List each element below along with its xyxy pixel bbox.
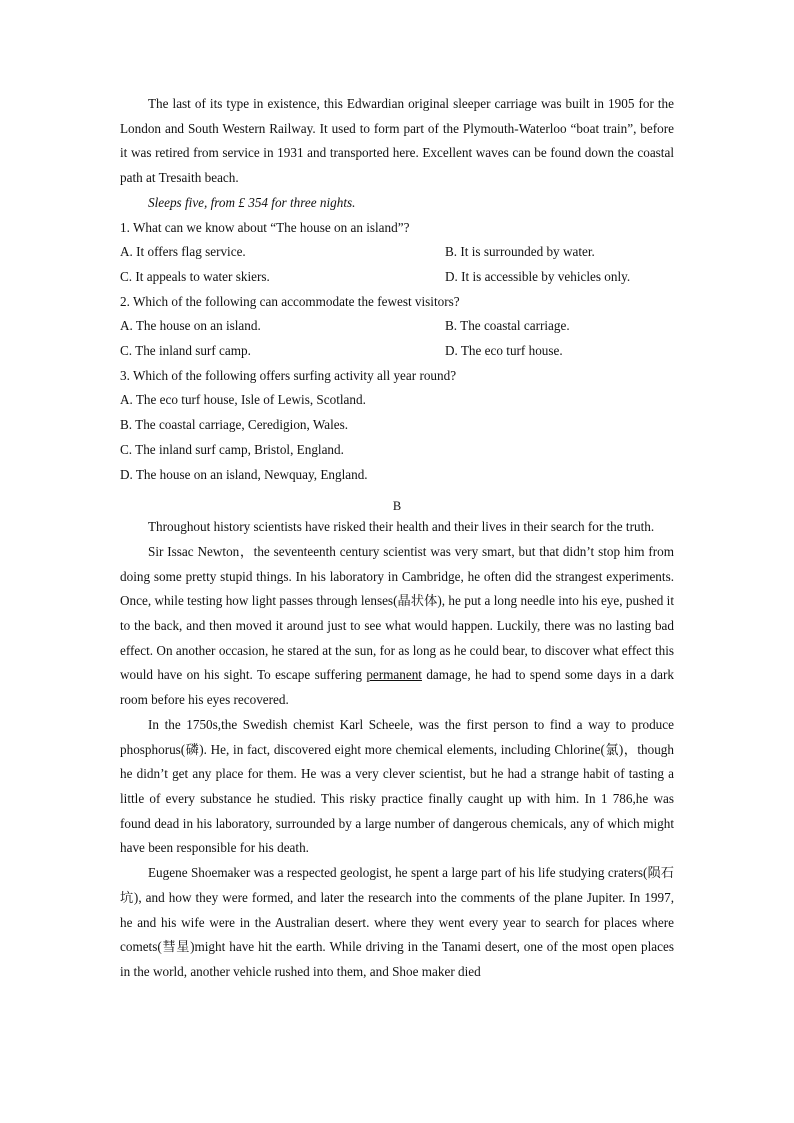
question-2-option-d: D. The eco turf house.: [445, 343, 563, 359]
question-3-option-a: A. The eco turf house, Isle of Lewis, Scotland.: [120, 392, 366, 408]
question-3-option-b: B. The coastal carriage, Ceredigion, Wales.: [120, 417, 349, 433]
question-2-options-row-2: [120, 339, 674, 364]
question-1-options-row-2: [120, 265, 674, 290]
question-1-options-row-1: [120, 240, 674, 265]
question-2-stem: 2. Which of the following can accommodate the fewest visitors?: [120, 293, 460, 309]
passage-b-paragraph-4: Eugene Shoemaker was a respected geologist, he spent a large part of his life studying craters(陨石坑), and how they were formed, and later the research into the comments of the plane Jupiter. In 1997, he and his wife were in the Australian desert. where they went every year to search for places where comets(彗星)might have hit the earth. While driving in the Tanami desert, one of the most open places in the world, another vehicle rushed into them, and Shoe maker died: [120, 865, 674, 979]
question-1-option-c: C. It appeals to water skiers.: [120, 268, 270, 284]
passage-b-paragraph-2-text-end: damage, he had to spend some days in a dark room before his eyes recovered.: [120, 667, 674, 708]
question-2-options-row-1: [120, 314, 674, 339]
question-2-option-a: A. The house on an island.: [120, 318, 261, 334]
question-3-option-c: C. The inland surf camp, Bristol, England.: [120, 441, 344, 457]
question-3-stem: 3. Which of the following offers surfing activity all year round?: [120, 367, 457, 383]
question-2-option-b: B. The coastal carriage.: [445, 318, 570, 334]
passage-a-paragraph: The last of its type in existence, this Edwardian original sleeper carriage was built in 1905 for the London and South Western Railway. It used to form part of the Plymouth-Waterloo “boat train”, before it was retired from service in 1931 and transported here. Excellent waves can be found down the coastal path at Tresaith beach.: [120, 96, 674, 186]
passage-a-note: Sleeps five, from £ 354 for three nights.: [148, 194, 356, 210]
question-1-option-d: D. It is accessible by vehicles only.: [445, 268, 631, 284]
passage-b-paragraph-1: Throughout history scientists have risked their health and their lives in their search for the truth.: [148, 519, 655, 535]
question-3-option-d: D. The house on an island, Newquay, England.: [120, 466, 368, 482]
passage-b-paragraph-2: [120, 540, 674, 713]
question-2-option-c: C. The inland surf camp.: [120, 343, 251, 359]
section-b-heading: B: [392, 499, 402, 514]
document-page: [120, 92, 674, 985]
question-1-option-a: A. It offers flag service.: [120, 244, 246, 260]
question-1-stem: 1. What can we know about “The house on an island”?: [120, 219, 410, 235]
question-1-option-b: B. It is surrounded by water.: [445, 244, 595, 260]
underlined-word-permanent: permanent: [366, 667, 422, 683]
passage-b-paragraph-2-text-start: Sir Issac Newton，the seventeenth century scientist was very smart, but that didn’t stop him from doing some pretty stupid things. In his laboratory in Cambridge, he often did the strangest experiments. Once, while testing how light passes through lenses(晶状体), he put a long needle into his eye, pushed it to the back, and then moved it around just to see what would happen. Luckily, there was no lasting bad effect. On another occasion, he stared at the sun, for as long as he could bear, to discover what effect this would have on his sight. To escape suffering: [120, 543, 674, 683]
passage-b-paragraph-3: In the 1750s,the Swedish chemist Karl Scheele, was the first person to find a way to produce phosphorus(磷). He, in fact, discovered eight more chemical elements, including Chlorine(氯)，though he didn’t get any place for them. He was a very clever scientist, but he had a strange habit of tasting a little of every substance he studied. This risky practice finally caught up with him. In 1 786,he was found dead in his laboratory, surrounded by a large number of dangerous chemicals, any of which might have been responsible for his death.: [120, 716, 674, 856]
